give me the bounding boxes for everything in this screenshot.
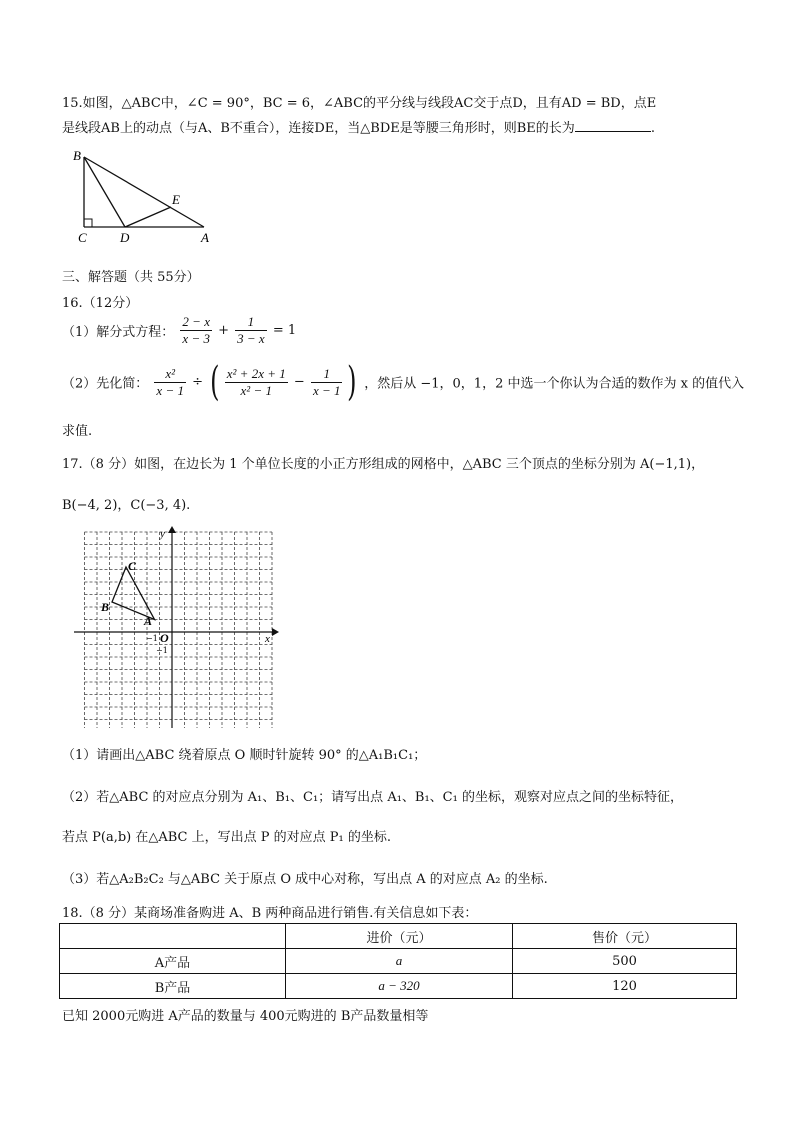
table-cell: A产品 (60, 949, 286, 974)
triangle-abc (112, 567, 155, 620)
table-header-cell: 售价（元） (513, 924, 737, 949)
q17-sub2b: 若点 P(a,b) 在△ABC 上，写出点 P 的对应点 P₁ 的坐标. (62, 830, 391, 845)
q17-sub3: （3）若△A₂B₂C₂ 与△ABC 关于原点 O 成中心对称，写出点 A 的对应点 A₂ 的坐标. (62, 872, 548, 887)
q18-after: 已知 2000元购进 A产品的数量与 400元购进的 B产品数量相等 (62, 1009, 429, 1024)
table-cell: a (286, 949, 513, 974)
q16-p2-label: （2）先化简： (62, 376, 149, 392)
fraction-numerator: 1 (311, 366, 343, 383)
fraction-numerator: 2 − x (182, 314, 210, 329)
table-header-cell (60, 924, 286, 949)
grid-lines (85, 532, 273, 728)
table-cell: a − 320 (286, 974, 513, 999)
q15-line2 (62, 117, 655, 136)
fraction-numerator: x² + 2x + 1 (226, 365, 286, 381)
fraction-denominator: x − 1 (312, 382, 341, 398)
equals-one: = 1 (272, 323, 297, 338)
label-a: A (201, 230, 209, 245)
section-heading: 三、解答题（共 55分） (62, 270, 200, 285)
y-axis-arrow (168, 526, 176, 533)
table-header-row (60, 924, 737, 949)
point-a-label: A (144, 614, 153, 628)
table-row (60, 974, 737, 999)
right-paren: ) (347, 359, 357, 405)
label-e: E (172, 192, 180, 207)
q16-p2-tail2: 求值. (62, 424, 93, 439)
coordinate-grid (74, 524, 280, 728)
fraction-denominator: x − 3 (182, 331, 210, 346)
q16-part1 (62, 314, 296, 347)
minus-sign: − (293, 374, 305, 390)
axis-x-label: x (265, 633, 270, 645)
table-cell: B产品 (60, 974, 286, 999)
q15-period: . (650, 121, 655, 136)
point-b-label: B (101, 600, 110, 614)
q17-line1: 17.（8 分）如图，在边长为 1 个单位长度的小正方形组成的网格中，△ABC 三个顶点的坐标分别为 A(−1,1)， (62, 457, 705, 472)
divide-sign: ÷ (192, 374, 204, 390)
q16-p2-tail: ，然后从 −1，0，1，2 中选一个你认为合适的数作为 x 的值代入 (364, 376, 745, 392)
q17-line2: B(−4, 2)，C(−3, 4). (62, 498, 191, 513)
table-cell: 500 (513, 949, 737, 974)
table-cell: 120 (513, 974, 737, 999)
q15-line1: 15.如图，△ABC中，∠C = 90°，BC = 6，∠ABC的平分线与线段AC交于点D，且有AD = BD，点E (62, 96, 657, 111)
segment-bd (84, 157, 125, 227)
x-axis-arrow (272, 628, 279, 636)
q16-head: 16.（12分） (62, 296, 139, 311)
q16-part2 (62, 359, 745, 405)
label-b: B (73, 148, 81, 163)
fraction-4 (225, 366, 288, 399)
q18-line1: 18.（8 分）某商场准备购进 A、B 两种商品进行销售.有关信息如下表： (62, 906, 478, 921)
fraction-2 (235, 314, 267, 347)
tick-neg1-x: −1 (146, 634, 158, 643)
segment-de (125, 207, 171, 227)
axis-y-label: y (160, 528, 165, 540)
left-paren: ( (210, 359, 220, 405)
fraction-1 (180, 314, 212, 347)
table-header-cell: 进价（元） (286, 924, 513, 949)
fraction-denominator: x² − 1 (240, 382, 272, 398)
q17-sub1: （1）请画出△ABC 绕着原点 O 顺时针旋转 90° 的△A₁B₁C₁； (62, 748, 427, 763)
plus-sign: + (218, 323, 230, 338)
fraction-5 (311, 366, 343, 399)
q17-sub2a: （2）若△ABC 的对应点分别为 A₁、B₁、C₁；请写出点 A₁、B₁、C₁ 的坐标，观察对应点之间的坐标特征， (62, 790, 683, 805)
tick-neg1-y: −1 (156, 646, 168, 655)
q15-triangle-figure (62, 144, 222, 246)
answer-blank (575, 119, 651, 132)
label-d: D (120, 230, 130, 245)
fraction-denominator: x − 1 (156, 382, 184, 398)
q15-line2-text: 是线段AB上的动点（与A、B不重合），连接DE，当△BDE是等腰三角形时，则BE的长为 (62, 121, 575, 136)
point-c-label: C (128, 559, 137, 573)
price-table (59, 923, 737, 999)
table-row (60, 949, 737, 974)
segment-ab (84, 157, 204, 227)
fraction-numerator: 1 (235, 314, 267, 331)
fraction-denominator: 3 − x (237, 331, 265, 346)
right-angle-mark (84, 219, 92, 227)
q16-p1-label: （1）解分式方程： (62, 325, 175, 340)
origin-label: O (160, 631, 169, 645)
fraction-3 (154, 366, 186, 399)
label-c: C (78, 230, 87, 245)
fraction-numerator: x² (154, 366, 186, 383)
